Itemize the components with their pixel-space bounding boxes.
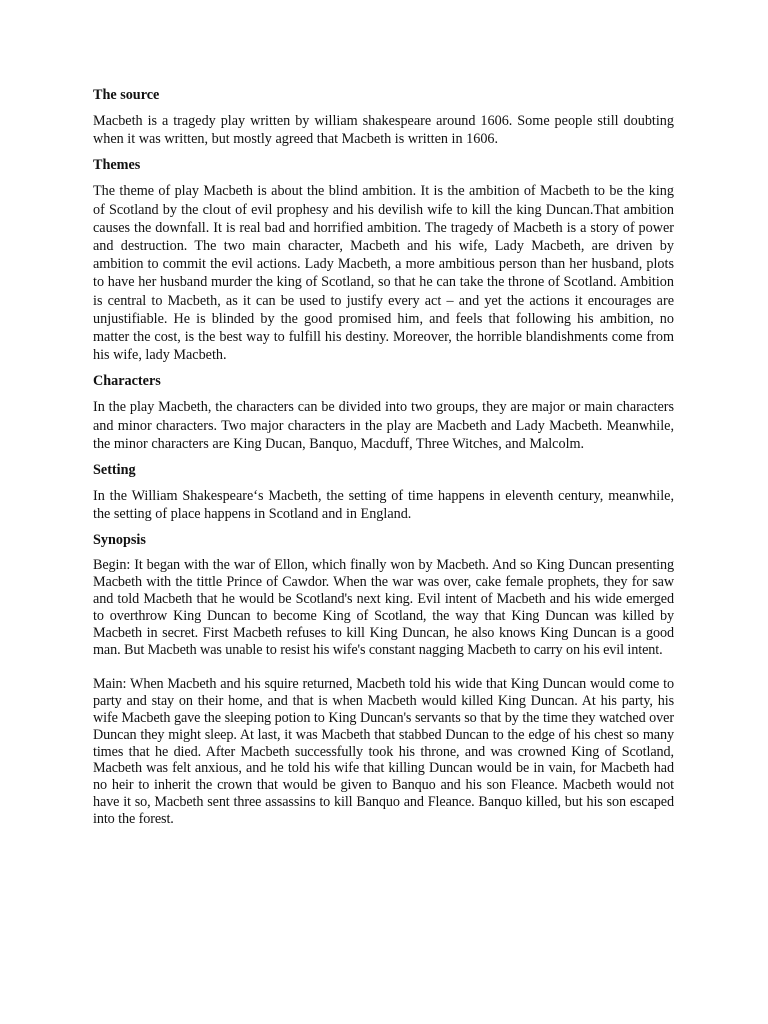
section-paragraph: In the play Macbeth, the characters can be divided into two groups, they are major or main characters and minor characters. Two major characters in the play are Macbeth and Lady Macbeth. Meanwhile, the minor characters are King Ducan, Banquo, Macduff, Three Witches, and Malcolm. xyxy=(93,399,674,452)
section-paragraph: Macbeth is a tragedy play written by william shakespeare around 1606. Some people still doubting when it was written, but mostly agreed that Macbeth is written in 1606. xyxy=(93,113,674,148)
section-paragraph: In the William Shakespeare‘s Macbeth, the setting of time happens in eleventh century, meanwhile, the setting of place happens in Scotland and in England. xyxy=(93,488,674,523)
section-themes xyxy=(93,156,674,364)
section-heading: The source xyxy=(93,87,160,103)
section-heading: Setting xyxy=(93,462,136,479)
section-heading: Characters xyxy=(93,373,161,390)
document-body xyxy=(93,86,674,828)
section-source xyxy=(93,86,674,148)
paragraph-spacer xyxy=(93,659,674,676)
section-synopsis xyxy=(93,531,674,828)
section-characters xyxy=(93,372,674,453)
synopsis-begin-paragraph: Begin: It began with the war of Ellon, which finally won by Macbeth. And so King Duncan presenting Macbeth with the tittle Prince of Cawdor. When the war was over, cake female prophets, they for saw and told Macbeth that he would be Scotland's next king. Evil intent of Macbeth and his wide emerged to overthrow King Duncan to become King of Scotland, the way that King Duncan was killed by Macbeth in secret. First Macbeth refuses to kill King Duncan, he also knows King Duncan is a good man. But Macbeth was unable to resist his wife's constant nagging Macbeth to carry on his evil intent. xyxy=(93,557,674,658)
synopsis-main-paragraph: Main: When Macbeth and his squire returned, Macbeth told his wide that King Duncan would come to party and stay on their home, and that is when Macbeth would killed King Duncan. At his party, his wife Macbeth gave the sleeping potion to King Duncan's servants so that by the time they watched over Duncan they might sleep. At last, it was Macbeth that stabbed Duncan to the edge of his chest so many times that he died. After Macbeth successfully took his throne, and was crowned King of Scotland, Macbeth was felt anxious, and he told his wife that killing Duncan would be in vain, for Macbeth had no heir to inherit the crown that would be given to Banquo and his son Fleance. Macbeth would not have it so, Macbeth sent three assassins to kill Banquo and Fleance. Banquo killed, but his son escaped into the forest. xyxy=(93,675,674,828)
section-paragraph: The theme of play Macbeth is about the blind ambition. It is the ambition of Macbeth to be the king of Scotland by the clout of evil prophesy and his devilish wife to kill the king Duncan.That ambition causes the downfall. It is real bad and horrified ambition. The tragedy of Macbeth is a story of power and destruction. The two main character, Macbeth and his wife, Lady Macbeth, are driven by ambition to commit the evil actions. Lady Macbeth, a more ambitious person than her husband, plots to have her husband murder the king of Scotland, so that he can take the throne of Scotland. Ambition is central to Macbeth, as it can be used to justify every act – and yet the actions it encourages are unjustifiable. He is blinded by the good promised him, and feels that following his ambition, no matter the cost, is the best way to fulfill his destiny. Moreover, the horrible blandishments come from his wife, lady Macbeth. xyxy=(93,183,674,364)
section-heading: Synopsis xyxy=(93,532,146,549)
section-setting xyxy=(93,461,674,523)
section-heading: Themes xyxy=(93,157,141,174)
